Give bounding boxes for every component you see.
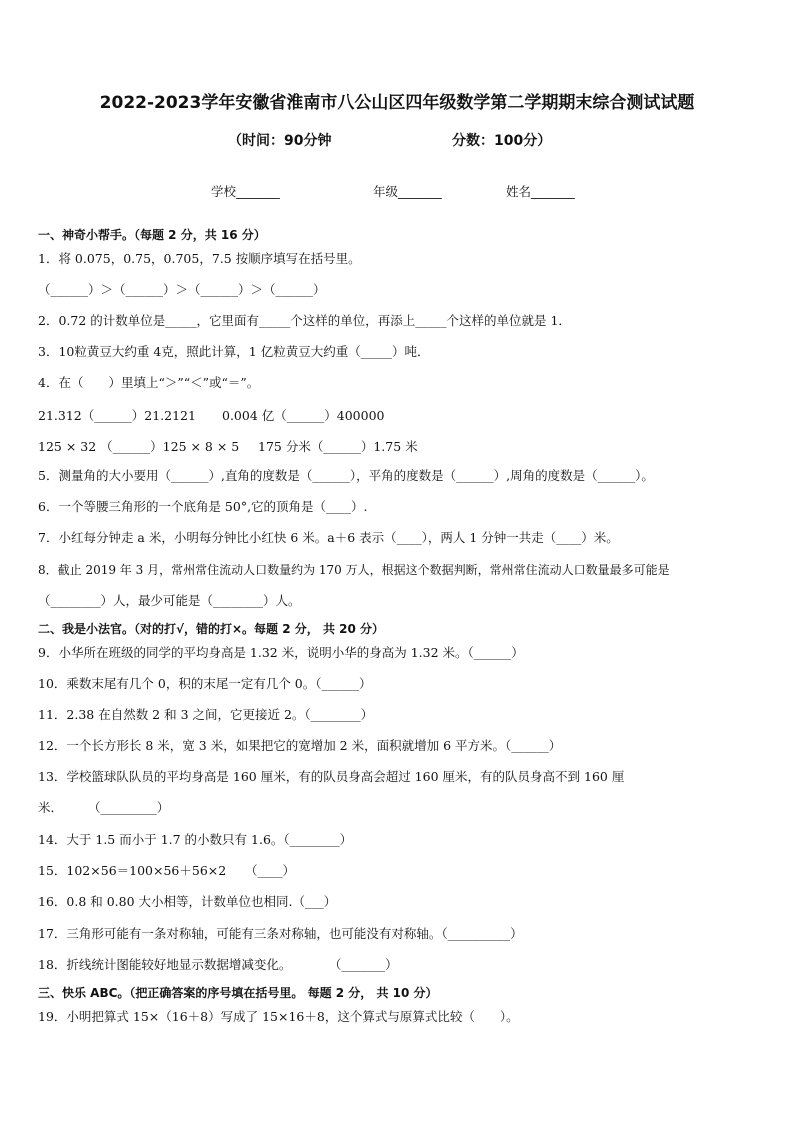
section-heading-2: 二、我是小法官。（对的打√，错的打×。每题 2 分， 共 20 分） bbox=[38, 622, 384, 636]
question-12: 12．一个长方形长 8 米，宽 3 米，如果把它的宽增加 2 米，面积就增加 6 平方米。（______） bbox=[38, 738, 562, 753]
exam-title: 2022-2023学年安徽省淮南市八公山区四年级数学第二学期期末综合测试试题 bbox=[99, 93, 695, 113]
question-4-item-2: 0.004 亿（______）400000 bbox=[222, 408, 385, 423]
question-15: 15．102×56＝100×56＋56×2 （____） bbox=[38, 863, 295, 878]
question-6: 6．一个等腰三角形的一个底角是 50°,它的顶角是（____）. bbox=[38, 499, 368, 514]
question-16: 16．0.8 和 0.80 大小相等，计数单位也相同.（___） bbox=[38, 894, 337, 909]
question-4-item-1: 21.312（______）21.2121 bbox=[38, 408, 196, 423]
question-10: 10．乘数末尾有几个 0，积的末尾一定有几个 0。（______） bbox=[38, 676, 372, 691]
school-field: 学校_______ bbox=[211, 184, 280, 199]
question-19: 19．小明把算式 15×（16＋8）写成了 15×16＋8，这个算式与原算式比较（ ）。 bbox=[38, 1009, 519, 1024]
question-7: 7．小红每分钟走 a 米，小明每分钟比小红快 6 米。a＋6 表示（____），两人 1 分钟一共走（____）米。 bbox=[38, 530, 619, 545]
question-1: 1．将 0.075，0.75，0.705，7.5 按顺序填写在括号里。 bbox=[38, 251, 361, 266]
question-4-item-3: 125 × 32 （______）125 × 8 × 5 bbox=[38, 439, 240, 454]
question-13-cont: 米． （_________） bbox=[38, 800, 170, 815]
grade-field: 年级_______ bbox=[373, 184, 442, 199]
section-heading-3: 三、快乐 ABC。（把正确答案的序号填在括号里。 每题 2 分， 共 10 分） bbox=[38, 986, 438, 1000]
question-4-item-4: 175 分米（______）1.75 米 bbox=[258, 439, 418, 454]
question-1-blanks: （______）＞（______）＞（______）＞（______） bbox=[38, 282, 326, 297]
question-18: 18．折线统计图能较好地显示数据增减变化。 （_______） bbox=[38, 957, 398, 972]
question-9: 9．小华所在班级的同学的平均身高是 1.32 米，说明小华的身高为 1.32 米。（______） bbox=[38, 645, 524, 660]
question-3: 3．10粒黄豆大约重 4克，照此计算，1 亿粒黄豆大约重（_____）吨． bbox=[38, 344, 430, 359]
exam-score: 分数：100分） bbox=[452, 133, 552, 149]
exam-time: （时间：90分钟 bbox=[228, 133, 332, 149]
question-2: 2．0.72 的计数单位是_____，它里面有_____个这样的单位，再添上_____个这样的单位就是 1． bbox=[38, 313, 571, 328]
question-8-blanks: （________）人，最少可能是（________）人。 bbox=[38, 593, 301, 608]
name-field: 姓名_______ bbox=[506, 184, 575, 199]
question-5: 5．测量角的大小要用（______）,直角的度数是（______），平角的度数是（______）,周角的度数是（______）。 bbox=[38, 468, 654, 483]
section-heading-1: 一、神奇小帮手。（每题 2 分，共 16 分） bbox=[38, 228, 266, 242]
question-8: 8．截止 2019 年 3 月，常州常住流动人口数量约为 170 万人，根据这个数据判断，常州常住流动人口数量最多可能是 bbox=[38, 563, 670, 577]
question-11: 11．2.38 在自然数 2 和 3 之间，它更接近 2。（________） bbox=[38, 707, 374, 722]
question-14: 14．大于 1.5 而小于 1.7 的小数只有 1.6。（________） bbox=[38, 832, 353, 847]
question-4: 4．在（ ）里填上“＞”“＜”或“＝”。 bbox=[38, 375, 260, 390]
question-17: 17．三角形可能有一条对称轴，可能有三条对称轴，也可能没有对称轴。（__________） bbox=[38, 926, 523, 941]
question-13: 13．学校篮球队队员的平均身高是 160 厘米，有的队员身高会超过 160 厘米，有的队员身高不到 160 厘 bbox=[38, 769, 625, 784]
